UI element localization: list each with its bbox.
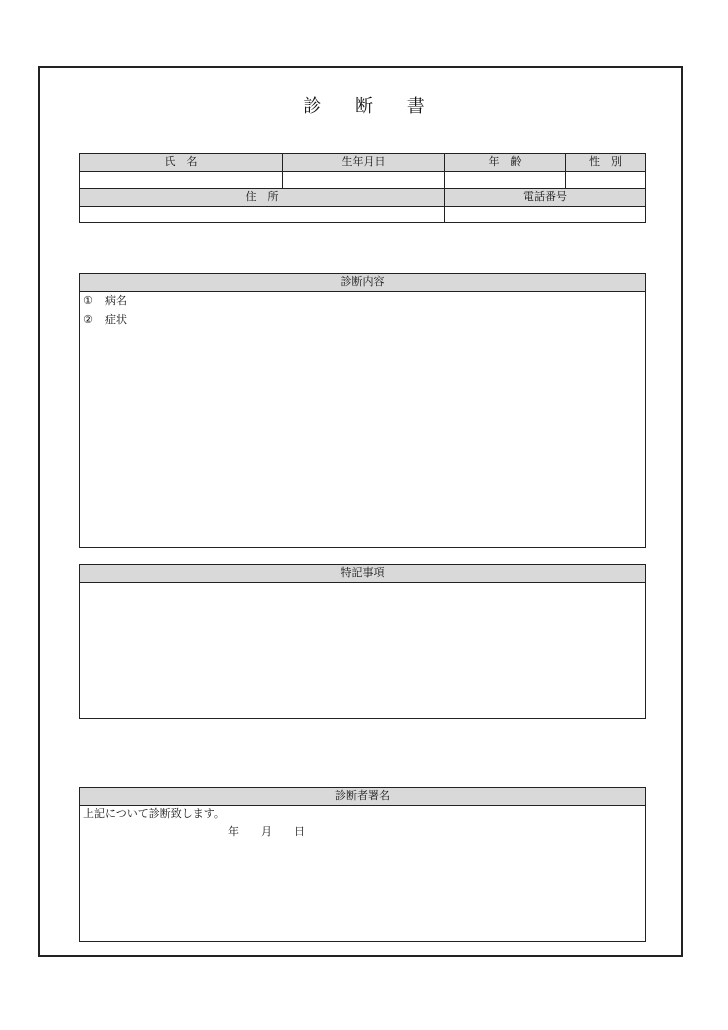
birthdate-field[interactable]: [283, 172, 444, 189]
diagnosis-item-2-marker: ②: [83, 313, 93, 326]
diagnosis-text-area[interactable]: [80, 330, 645, 547]
divider: [565, 154, 566, 189]
phone-field[interactable]: [445, 207, 645, 222]
sex-label: 性 別: [589, 155, 622, 168]
diagnosis-item-1-marker: ①: [83, 294, 93, 307]
age-field[interactable]: [445, 172, 565, 189]
date-year-label: 年: [228, 825, 239, 838]
date-month-label: 月: [261, 825, 272, 838]
diagnosis-item-1-label: 病名: [105, 294, 127, 307]
document-title: 診 断 書: [303, 96, 439, 117]
divider: [444, 154, 445, 222]
age-label: 年 齢: [488, 155, 522, 168]
notes-text-area[interactable]: [80, 583, 645, 718]
birthdate-label: 生年月日: [341, 155, 386, 168]
signature-section: [79, 787, 646, 942]
phone-label: 電話番号: [523, 190, 567, 203]
diagnosis-section: [79, 273, 646, 548]
divider: [282, 154, 283, 189]
date-day-label: 日: [294, 825, 305, 838]
name-field[interactable]: [80, 172, 282, 189]
name-label: 氏 名: [164, 155, 198, 168]
patient-info-table: [79, 153, 646, 223]
diagnosis-header: 診断内容: [80, 274, 645, 292]
notes-header: 特記事項: [80, 565, 645, 583]
signature-header: 診断者署名: [80, 788, 645, 806]
notes-section: [79, 564, 646, 719]
address-label: 住 所: [245, 190, 279, 203]
diagnosis-item-2-label: 症状: [105, 313, 127, 326]
sex-field[interactable]: [566, 172, 645, 189]
signature-area[interactable]: [80, 844, 645, 941]
signature-statement: 上記について診断致します。: [83, 807, 225, 820]
address-field[interactable]: [80, 207, 444, 222]
